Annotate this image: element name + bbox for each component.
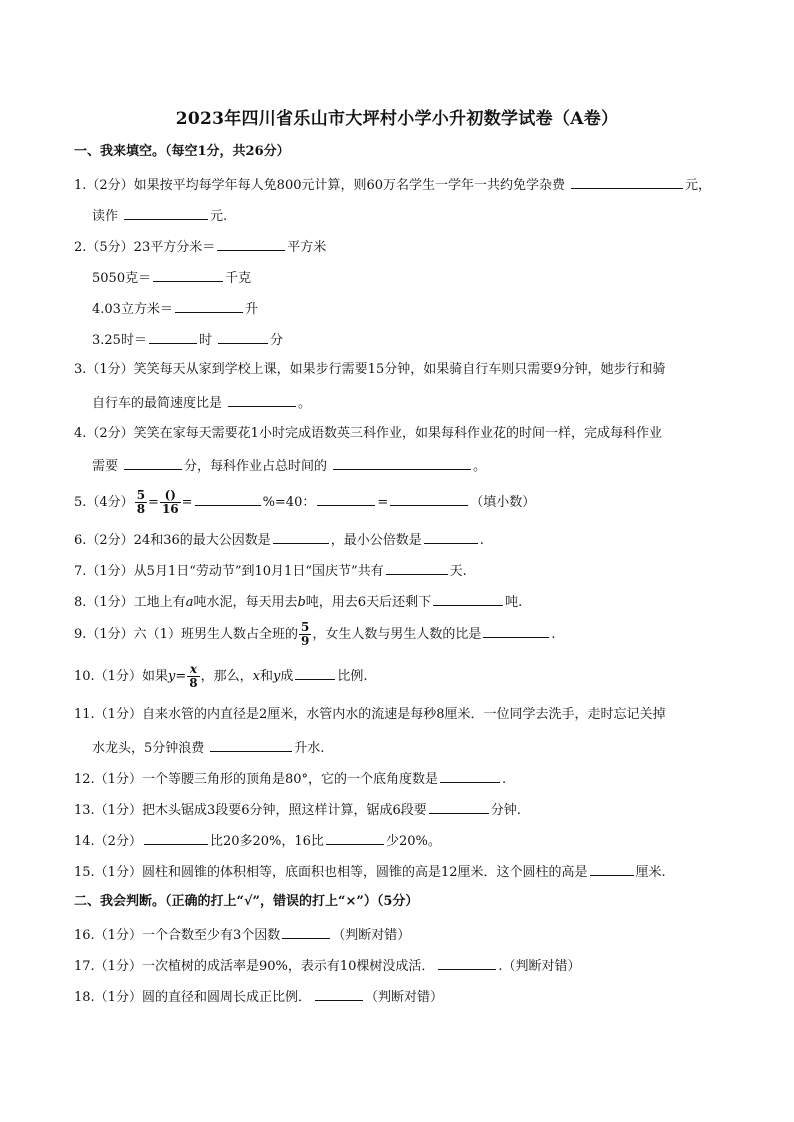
- q2-unit-2: 千克: [225, 271, 252, 286]
- q3-text-2: 自行车的最简速度比是: [92, 396, 223, 411]
- question-13: 13.（1分）把木头锯成3段要6分钟，照这样计算，锯成6段要 分钟.: [74, 800, 521, 820]
- q2-blank-3[interactable]: [175, 299, 243, 313]
- exam-title: 2023年四川省乐山市大坪村小学小升初数学试卷（A卷）: [175, 109, 619, 129]
- q16-blank[interactable]: [282, 925, 330, 939]
- q6-blank-2[interactable]: [424, 530, 478, 544]
- question-4-line-2: [92, 456, 486, 476]
- q3-text: 3.（1分）笑笑每天从家到学校上课，如果步行需要15分钟，如果骑自行车则只需要9分钟，她步行和骑: [74, 362, 666, 377]
- q9-blank[interactable]: [483, 624, 549, 638]
- question-8: 8.（1分）工地上有a吨水泥，每天用去b吨，用去6天后还剩下 吨.: [74, 592, 522, 612]
- section-heading-judge: 二、我会判断。（正确的打上“√”，错误的打上“×”）（5分）: [74, 894, 419, 909]
- q5-fraction-2: $\frac{()}{16}$: [161, 488, 179, 516]
- q1-read-label: 读作: [92, 209, 119, 224]
- question-18: 18.（1分）圆的直径和圆周长成正比例． （判断对错）: [74, 987, 443, 1007]
- q5-blank-3[interactable]: [390, 492, 468, 506]
- q1-text: 1.（2分）如果按平均每学年每人免800元计算，则60万名学生一学年一共约免学杂费: [74, 178, 566, 193]
- question-17: 17.（1分）一次植树的成活率是90%，表示有10棵树没成活． .（判断对错）: [74, 956, 581, 976]
- question-2-line-3: [92, 299, 258, 319]
- question-2-line-2: [92, 268, 251, 288]
- q2-blank-1[interactable]: [217, 237, 285, 251]
- q4-blank-2[interactable]: [333, 456, 471, 470]
- q2-unit-4: 时: [198, 333, 212, 348]
- q4-blank-1[interactable]: [124, 456, 182, 470]
- q4-text-3: 分，每科作业占总时间的: [184, 459, 328, 474]
- question-9: 9.（1分）六（1）班男生人数占全班的 $\frac{5}{9}$ ，女生人数与男生人数的比是 .: [74, 620, 556, 648]
- q1-unit-2: 元.: [210, 209, 228, 224]
- q2-blank-2[interactable]: [153, 268, 223, 282]
- q5-fraction-1: $\frac{5}{8}$: [136, 488, 146, 516]
- question-12: 12.（1分）一个等腰三角形的顶角是80°，它的一个底角度数是 .: [74, 769, 506, 789]
- q2-text-2: 5050克＝: [92, 271, 152, 286]
- q5-text: 5.（4分）: [74, 495, 134, 510]
- question-3: [74, 361, 666, 379]
- q14-blank-1[interactable]: [144, 831, 208, 845]
- q2-unit-1: 平方米: [287, 240, 327, 255]
- q14-blank-2[interactable]: [326, 831, 384, 845]
- question-6: 6.（2分）24和36的最大公因数是 ，最小公倍数是 .: [74, 530, 484, 550]
- q6-blank-1[interactable]: [273, 530, 329, 544]
- q1-blank-2[interactable]: [124, 206, 208, 220]
- q1-blank-1[interactable]: [571, 175, 683, 189]
- q13-blank[interactable]: [429, 800, 489, 814]
- question-1: [74, 175, 711, 195]
- q5-blank-1[interactable]: [195, 492, 261, 506]
- q8-blank[interactable]: [433, 592, 503, 606]
- q4-text: 4.（2分）笑笑在家每天需要花1小时完成语数英三科作业，如果每科作业花的时间一样，完成每科作业: [74, 426, 662, 441]
- question-3-line-2: [92, 393, 311, 413]
- section-heading-fill-in: 一、我来填空。（每空1分，共26分）: [74, 144, 290, 159]
- question-11: 11.（1分）自来水管的内直径是2厘米，水管内水的流速是每秒8厘米．一位同学去洗手，走时忘记关掉: [74, 707, 666, 722]
- question-5: 5.（4分） $\frac{5}{8}$ = $\frac{()}{16}$ = %=40： = （填小数）: [74, 488, 536, 516]
- question-1-line-2: [92, 206, 227, 226]
- question-16: 16.（1分）一个合数至少有3个因数 （判断对错）: [74, 925, 410, 945]
- q2-text-3: 4.03立方米＝: [92, 302, 173, 317]
- question-15: 15.（1分）圆柱和圆锥的体积相等，底面积也相等，圆锥的高是12厘米．这个圆柱的高是 厘米.: [74, 862, 666, 882]
- q7-blank[interactable]: [386, 561, 448, 575]
- q2-unit-3: 升: [244, 302, 258, 317]
- question-10: 10.（1分）如果y= $\frac{x}{8}$ ，那么，x和y成 比例.: [74, 662, 368, 690]
- question-14: 14.（2分） 比20多20%，16比 少20%。: [74, 831, 441, 851]
- q1-unit: 元，: [685, 178, 712, 193]
- q11-blank[interactable]: [210, 738, 292, 752]
- q2-blank-5[interactable]: [218, 330, 268, 344]
- q3-blank[interactable]: [228, 393, 296, 407]
- q4-text-2: 需要: [92, 459, 119, 474]
- q10-fraction: $\frac{x}{8}$: [189, 662, 198, 690]
- q9-fraction: $\frac{5}{9}$: [300, 620, 310, 648]
- question-7: 7.（1分）从5月1日“劳动节”到10月1日“国庆节”共有 天.: [74, 561, 467, 581]
- q2-text: 2.（5分）23平方分米＝: [74, 240, 216, 255]
- q15-blank[interactable]: [590, 862, 634, 876]
- q18-blank[interactable]: [315, 987, 363, 1001]
- q12-blank[interactable]: [440, 769, 500, 783]
- q3-end: 。: [298, 396, 312, 411]
- q17-blank[interactable]: [438, 956, 496, 970]
- q2-blank-4[interactable]: [149, 330, 197, 344]
- question-2: [74, 237, 326, 257]
- q5-blank-2[interactable]: [317, 492, 375, 506]
- question-11-line-2: 水龙头，5分钟浪费 升水.: [92, 738, 324, 758]
- question-2-line-4: [92, 330, 283, 350]
- q2-text-4: 3.25时＝: [92, 333, 147, 348]
- question-4: [74, 425, 662, 443]
- q4-end: 。: [473, 459, 487, 474]
- q2-unit-5: 分: [269, 333, 283, 348]
- q10-blank[interactable]: [295, 666, 335, 680]
